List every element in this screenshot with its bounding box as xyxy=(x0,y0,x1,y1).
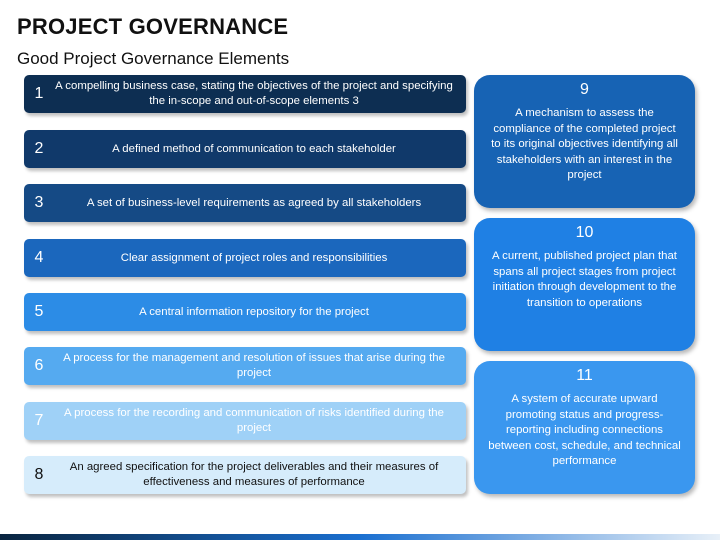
list-item xyxy=(24,456,466,494)
item-text: A compelling business case, stating the objectives of the project and specifying the in-scope and out-of-scope elements 3 xyxy=(55,80,453,107)
list-item xyxy=(24,239,466,277)
card-number: 11 xyxy=(576,367,593,384)
list-item xyxy=(24,402,466,440)
list-item xyxy=(24,75,466,113)
item-number: 1 xyxy=(34,85,44,102)
item-text: A process for the management and resolution of issues that arise during the project xyxy=(63,352,445,379)
element-card xyxy=(474,75,695,208)
element-card xyxy=(474,361,695,494)
card-text: A mechanism to assess the compliance of the completed project to its original objectives identifying all stakeholders with an interest in the project xyxy=(491,107,678,182)
item-text: An agreed specification for the project deliverables and their measures of effectiveness and measures of performance xyxy=(69,461,439,488)
item-text: A set of business-level requirements as agreed by all stakeholders xyxy=(86,196,422,209)
list-item xyxy=(24,184,466,222)
list-item xyxy=(24,130,466,168)
list-item xyxy=(24,293,466,331)
item-number: 2 xyxy=(34,140,44,157)
element-card xyxy=(474,218,695,351)
item-number: 4 xyxy=(34,249,44,266)
card-text: A current, published project plan that spans all project stages from project initiation through development to the transition to operations xyxy=(492,250,677,309)
item-text: A central information repository for the project xyxy=(139,305,369,318)
item-text: A defined method of communication to each stakeholder xyxy=(112,142,396,155)
page-title: PROJECT GOVERNANCE xyxy=(17,14,289,39)
item-number: 8 xyxy=(34,466,44,483)
bottom-accent-bar xyxy=(0,534,720,540)
item-text: A process for the recording and communication of risks identified during the project xyxy=(64,407,444,434)
card-number: 10 xyxy=(575,224,594,241)
item-number: 7 xyxy=(34,412,44,429)
page-subtitle: Good Project Governance Elements xyxy=(17,49,290,68)
item-number: 5 xyxy=(34,303,44,320)
item-number: 3 xyxy=(34,194,44,211)
list-item xyxy=(24,347,466,385)
card-number: 9 xyxy=(580,81,589,98)
item-number: 6 xyxy=(34,357,44,374)
item-text: Clear assignment of project roles and responsibilities xyxy=(120,251,388,264)
card-text: A system of accurate upward promoting status and progress-reporting including connections between cost, schedule, and technical performance xyxy=(488,393,681,468)
